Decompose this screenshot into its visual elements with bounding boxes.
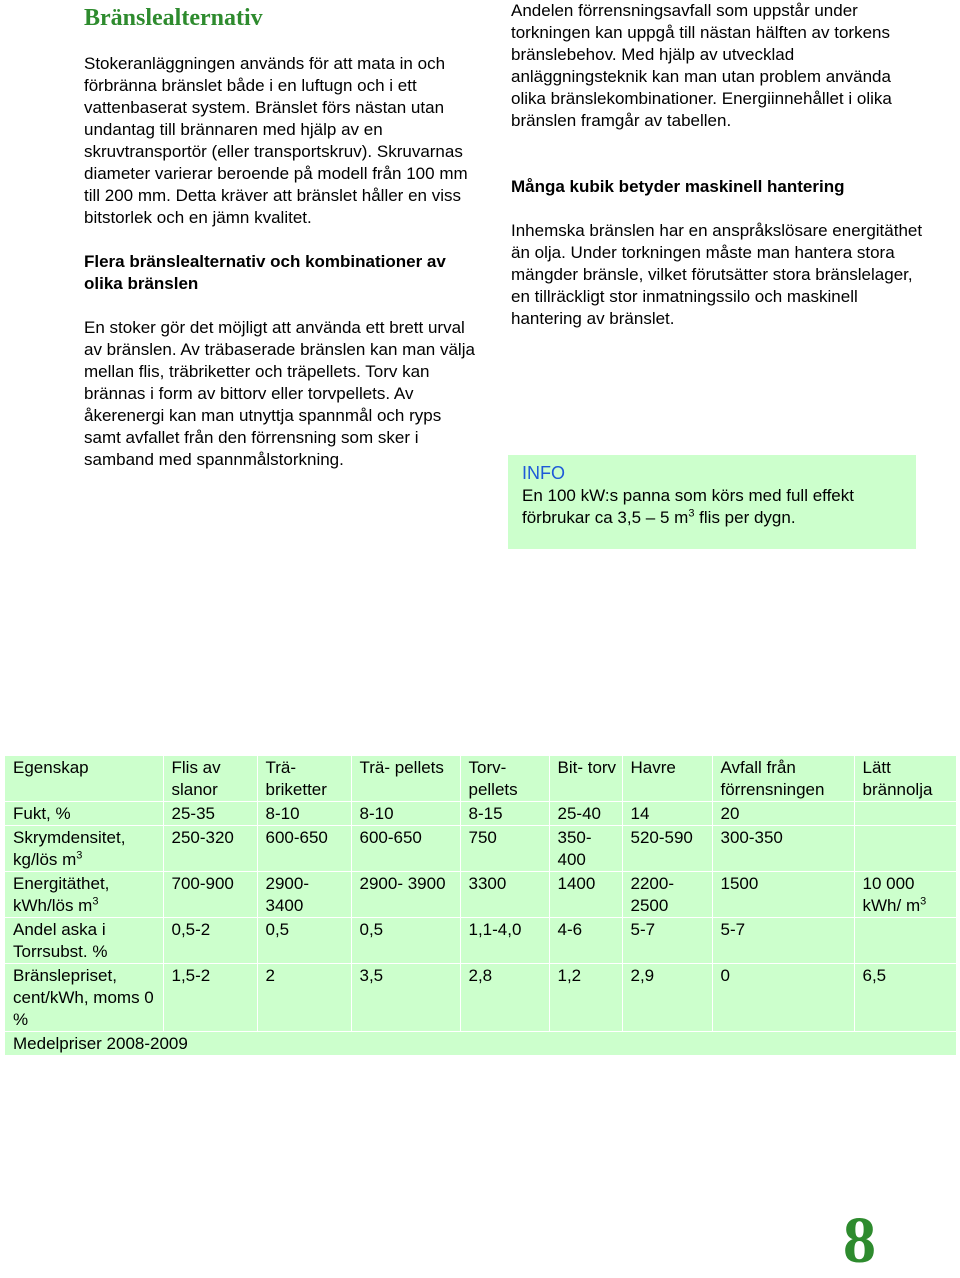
table-cell: 600-650	[351, 826, 460, 872]
table-cell: 0,5-2	[163, 918, 257, 964]
table-cell: 10 000 kWh/ $m^3$	[854, 872, 956, 918]
table-header-cell: Egenskap	[13, 758, 89, 777]
table-cell: 8-10	[257, 802, 351, 826]
table-row-label: Skrymdensitet, kg/lös $m^3$	[5, 826, 163, 872]
table-header-cell: Flis av slanor	[163, 756, 257, 802]
table-cell: 2,8	[460, 964, 549, 1032]
table-cell	[854, 826, 956, 872]
section-heading-mechanical-handling: Många kubik betyder maskinell hantering	[511, 177, 845, 196]
info-box	[508, 455, 916, 549]
table-footer-note: Medelpriser 2008-2009	[5, 1032, 956, 1056]
table-cell: 600-650	[257, 826, 351, 872]
fuel-properties-table	[5, 756, 956, 1055]
table-cell: 6,5	[854, 964, 956, 1032]
table-cell: 1500	[712, 872, 854, 918]
table-cell: 5-7	[622, 918, 712, 964]
table-header-cell: Lätt brännolja	[854, 756, 956, 802]
table-header-row	[5, 756, 956, 802]
superscript: 3	[920, 895, 927, 908]
table-cell: 8-15	[460, 802, 549, 826]
table-row	[5, 872, 956, 918]
table-row	[5, 802, 956, 826]
table-header-cell: Trä- pellets	[351, 756, 460, 802]
table-row-label: Fukt, %	[5, 802, 163, 826]
page-number: 8	[843, 1204, 876, 1277]
superscript: 3	[688, 507, 695, 520]
table-header-cell: Avfall från förrensningen	[712, 756, 854, 802]
table-header-cell: Havre	[622, 756, 712, 802]
table-cell: 2,9	[622, 964, 712, 1032]
table-cell	[854, 802, 956, 826]
section-heading-fuel-alternatives: Flera bränslealternativ och kombinationer av olika bränslen	[84, 252, 446, 293]
table-row	[5, 964, 956, 1032]
table-cell: 2200- 2500	[622, 872, 712, 918]
table-cell: 750	[460, 826, 549, 872]
table-cell: 25-40	[549, 802, 622, 826]
fuel-table-body	[5, 756, 956, 1055]
mechanical-handling-paragraph: Inhemska bränslen har en anspråkslösare energitäthet än olja. Under torkningen måste man hantera stora mängder bränsle, vilket förutsätter stora bränslelager, en tillräckligt stor inmatningssilo och maskinell hantering av bränslet.	[511, 221, 923, 328]
table-cell	[854, 918, 956, 964]
table-cell: 2900- 3900	[351, 872, 460, 918]
fuel-alternatives-paragraph: En stoker gör det möjligt att använda ett brett urval av bränslen. Av träbaserade bränslen kan man välja mellan flis, träbriketter och träpellets. Torv kan brännas i form av bittorv eller torvpellets. Av åkerenergi kan man utnyttja spannmål och ryps samt avfallet från den förrensning som sker i samband med spannmålstorkning.	[84, 318, 475, 469]
table-cell: 0,5	[351, 918, 460, 964]
left-column	[84, 53, 479, 471]
page-title: Bränslealternativ	[84, 5, 263, 31]
cleaning-waste-paragraph: Andelen förrensningsavfall som uppstår under torkningen kan uppgå till nästan hälften av torkens bränslebehov. Med hjälp av utvecklad anläggningsteknik kan man utan problem använda olika bränslekombinationer. Energiinnehållet i olika bränslen framgår av tabellen.	[511, 1, 892, 130]
table-cell: 520-590	[622, 826, 712, 872]
table-cell: 1,1-4,0	[460, 918, 549, 964]
table-cell: 14	[622, 802, 712, 826]
table-cell: 4-6	[549, 918, 622, 964]
info-heading: INFO	[522, 463, 565, 483]
table-cell: 3,5	[351, 964, 460, 1032]
table-cell: 250-320	[163, 826, 257, 872]
table-cell: 20	[712, 802, 854, 826]
table-cell: 2	[257, 964, 351, 1032]
table-cell: 1,2	[549, 964, 622, 1032]
table-header-cell: Trä- briketter	[257, 756, 351, 802]
intro-paragraph: Stokeranläggningen används för att mata in och förbränna bränslet både i en luftugn och i ett vattenbaserat system. Bränslet förs nästan utan undantag till brännaren med hjälp av en skruvtransportör (eller transportskruv). Skruvarnas diameter varierar beroende på modell från 100 mm till 200 mm. Detta kräver att bränslet håller en viss bitstorlek och en jämn kvalitet.	[84, 54, 468, 227]
table-cell: 700-900	[163, 872, 257, 918]
table-cell: 1,5-2	[163, 964, 257, 1032]
table-cell: 0,5	[257, 918, 351, 964]
right-column	[511, 0, 923, 330]
table-cell: 350- 400	[549, 826, 622, 872]
table-cell: 5-7	[712, 918, 854, 964]
superscript: 3	[76, 849, 83, 862]
superscript: 3	[92, 895, 99, 908]
table-cell: 300-350	[712, 826, 854, 872]
info-text: En 100 kW:s panna som körs med full effekt förbrukar ca 3,5 – 5 $m^3$ flis per dygn.	[522, 486, 854, 527]
table-row-label: Bränslepriset, cent/kWh, moms 0 %	[5, 964, 163, 1032]
table-cell: 1400	[549, 872, 622, 918]
table-header-cell: Torv- pellets	[460, 756, 549, 802]
table-cell: 25-35	[163, 802, 257, 826]
table-footer-row	[5, 1032, 956, 1056]
table-row	[5, 918, 956, 964]
table-cell: 2900- 3400	[257, 872, 351, 918]
table-cell: 3300	[460, 872, 549, 918]
table-row-label: Energitäthet, kWh/lös $m^3$	[5, 872, 163, 918]
table-cell: 0	[712, 964, 854, 1032]
table-row-label: Andel aska i Torrsubst. %	[5, 918, 163, 964]
table-header-cell: Bit- torv	[549, 756, 622, 802]
table-row	[5, 826, 956, 872]
table-cell: 8-10	[351, 802, 460, 826]
